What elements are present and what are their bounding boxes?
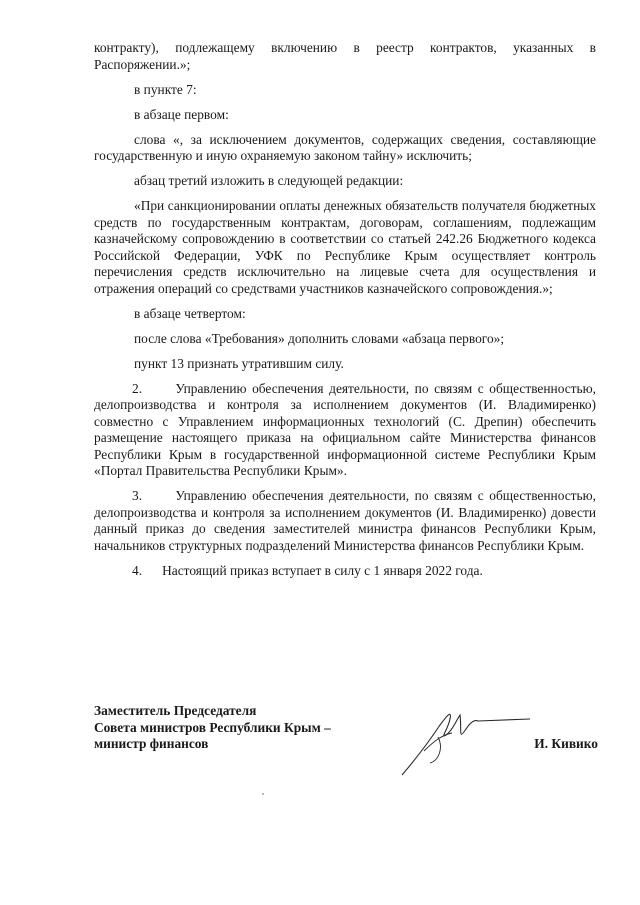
paragraph-item-2: 2. Управлению обеспечения деятельности, по связям с общественностью, делопроизводства и контроля за исполнением документов (И. Владимиренко) совместно с Управлением информационных технологий (С. Дрепин) обеспечить размещение настоящего приказа на официальном сайте Министерства финансов Республики Крым в государственной информационной системе Республики Крым «Портал Правительства Республики Крым». bbox=[94, 380, 600, 478]
signatory-title-line-2: Совета министров Республики Крым – bbox=[94, 719, 331, 735]
paragraph-item-4: 4. Настоящий приказ вступает в силу с 1 января 2022 года. bbox=[132, 562, 483, 578]
signatory-title-line-1: Заместитель Председателя bbox=[94, 703, 257, 718]
scan-speck bbox=[262, 793, 264, 795]
signatory-title-line-3: министр финансов bbox=[94, 736, 209, 751]
paragraph-third-abzats: абзац третий изложить в следующей редакции: bbox=[134, 173, 404, 188]
paragraph-fourth-abzats: в абзаце четвертом: bbox=[134, 305, 246, 321]
signatory-name: И. Кивико bbox=[534, 736, 598, 751]
paragraph-continuation: контракту), подлежащему включению в реестр контрактов, указанных в Распоряжении.»; bbox=[94, 40, 596, 72]
document-body bbox=[94, 40, 600, 588]
paragraph-item-3: 3. Управлению обеспечения деятельности, по связям с общественностью, делопроизводства и контроля за исполнением документов (И. Владимиренко) довести данный приказ до сведения заместителей министра финансов Республики Крым, начальников структурных подразделений Министерства финансов Республики Крым. bbox=[94, 488, 600, 553]
paragraph-quoted-text: «При санкционировании оплаты денежных обязательств получателя бюджетных средств по государственным контрактам, договорам, соглашениям, подлежащим казначейскому сопровождению в соответствии со статьей 242.26 Бюджетного кодекса Российской Федерации, УФК по Республике Крым осуществляет контроль перечисления средств исключительно на лицевые счета для осуществления и отражения операций со средствами участников казначейского сопровождения.»; bbox=[94, 198, 596, 296]
handwritten-signature-icon bbox=[394, 691, 534, 781]
paragraph-point-7: в пункте 7: bbox=[134, 81, 197, 97]
paragraph-point-13: пункт 13 признать утратившим силу. bbox=[134, 355, 344, 371]
paragraph-exclude-words: слова «, за исключением документов, содержащих сведения, составляющие государственную и иную охраняемую законом тайну» исключить; bbox=[94, 131, 596, 163]
signature-block bbox=[94, 703, 604, 793]
paragraph-first-abzats: в абзаце первом: bbox=[134, 106, 229, 122]
paragraph-requirements: после слова «Требования» дополнить словами «абзаца первого»; bbox=[134, 330, 505, 346]
